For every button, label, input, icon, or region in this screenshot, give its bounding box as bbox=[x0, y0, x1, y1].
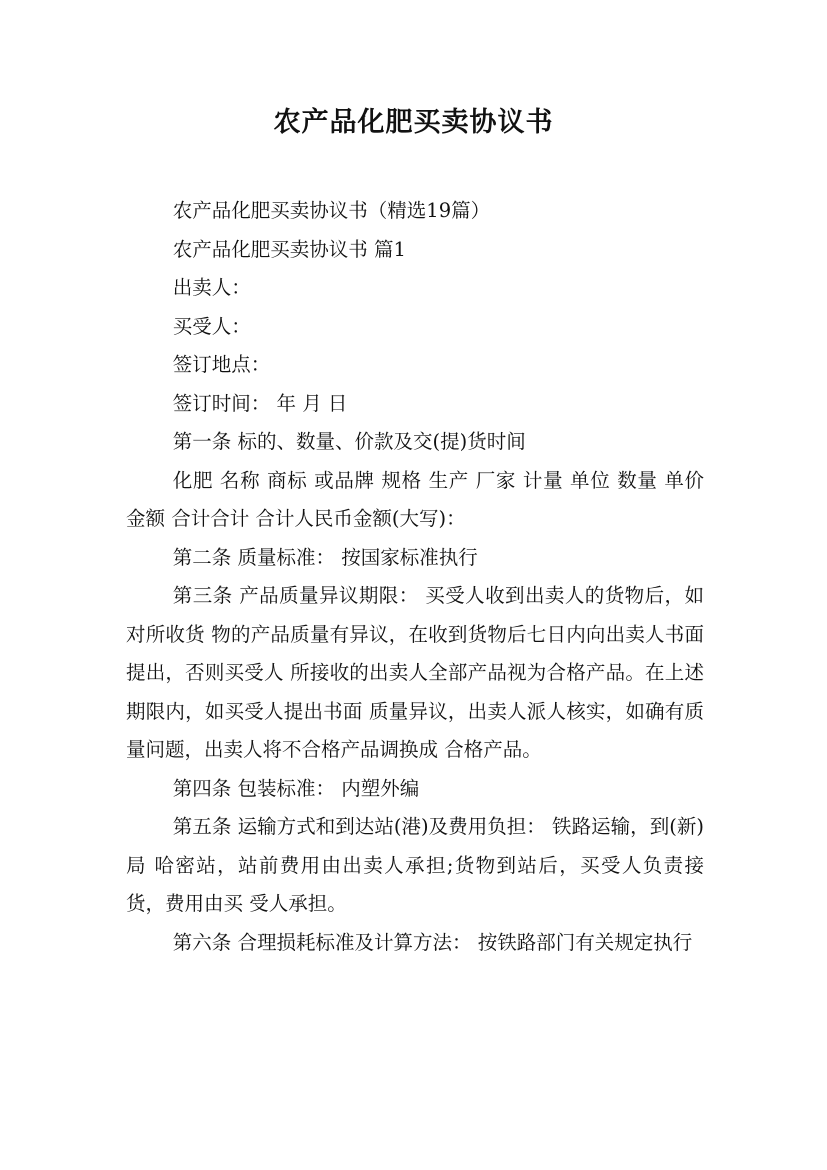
paragraph-article-4: 第四条 包装标准： 内塑外编 bbox=[172, 776, 420, 800]
paragraph-article-1-items: 化肥 名称 商标 或品牌 规格 生产 厂家 计量 单位 数量 单价 金额 合计合计 合计人民币金额(大写)： bbox=[126, 468, 704, 530]
paragraph-article-3: 第三条 产品质量异议期限： 买受人收到出卖人的货物后，如对所收货 物的产品质量有异议，在收到货物后七日内向出卖人书面提出，否则买受人 所接收的出卖人全部产品视为合格产品。在上述期限内，如买受人提出书面 质量异议，出卖人派人核实，如确有质量问题，出卖人将不合格产品调换成 合格产品。 bbox=[126, 584, 704, 761]
paragraph-sign-date: 签订时间： 年 月 日 bbox=[172, 391, 348, 415]
paragraph-sign-location: 签订地点： bbox=[172, 353, 271, 376]
paragraph-article-1: 第一条 标的、数量、价款及交(提)货时间 bbox=[172, 430, 526, 453]
paragraph-section-heading: 农产品化肥买卖协议书 篇1 bbox=[172, 237, 406, 261]
paragraph-seller: 出卖人： bbox=[172, 276, 251, 299]
paragraph-article-6: 第六条 合理损耗标准及计算方法： 按铁路部门有关规定执行 bbox=[172, 930, 693, 954]
paragraph-article-2: 第二条 质量标准： 按国家标准执行 bbox=[172, 545, 478, 569]
document-title: 农产品化肥买卖协议书 bbox=[273, 107, 554, 138]
paragraph-article-5: 第五条 运输方式和到达站(港)及费用负担： 铁路运输，到(新) 局 哈密站，站前费用由出卖人承担;货物到站后，买受人负责接货，费用由买 受人承担。 bbox=[126, 815, 704, 915]
paragraph-subtitle: 农产品化肥买卖协议书（精选19篇） bbox=[172, 199, 491, 222]
paragraph-buyer: 买受人： bbox=[172, 314, 251, 338]
document-body bbox=[126, 192, 704, 962]
